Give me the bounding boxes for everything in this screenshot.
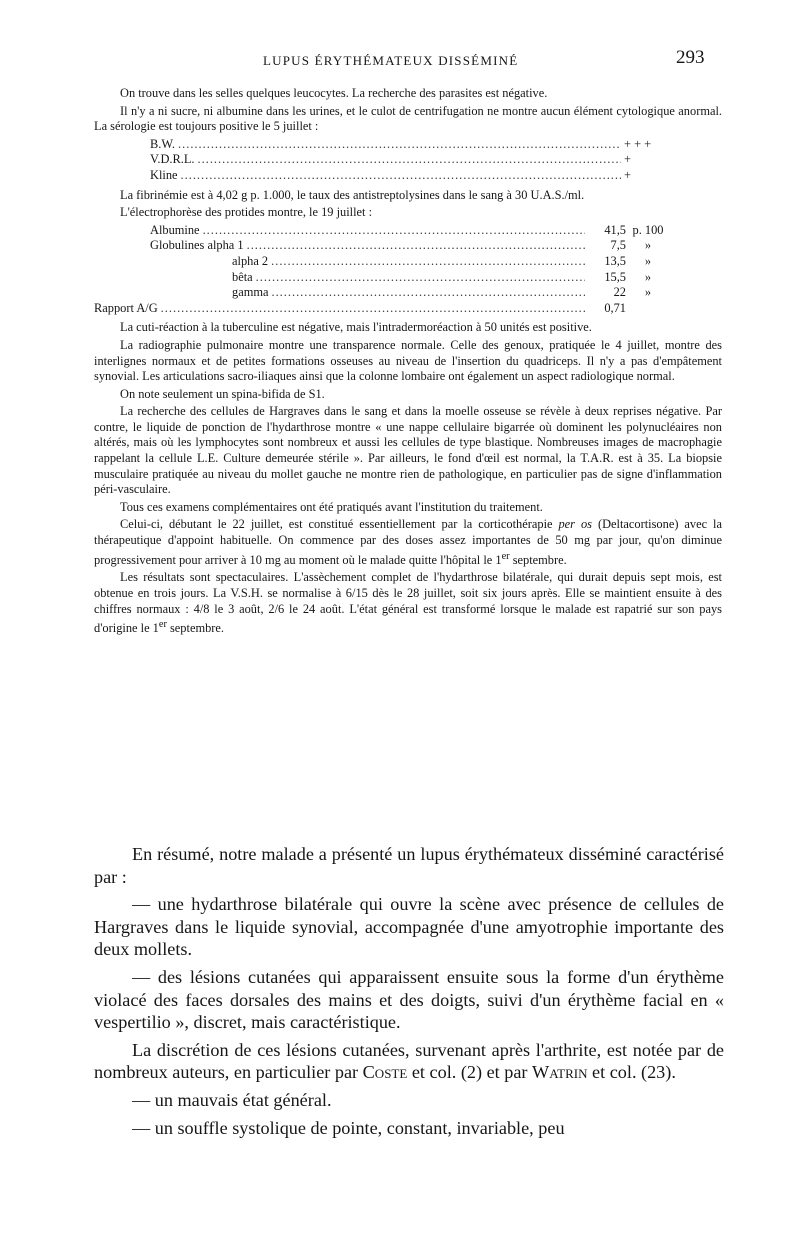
electrophoresis-unit: » xyxy=(644,285,652,300)
paragraph-electrophoresis-intro: L'électrophorèse des protides montre, le 19 juillet : xyxy=(120,205,373,220)
electrophoresis-label: Globulines alpha 1 xyxy=(150,238,244,253)
electrophoresis-value: 0,71 xyxy=(604,300,626,315)
electrophoresis-table xyxy=(94,222,722,317)
electrophoresis-unit: p. 100 xyxy=(632,222,664,237)
observation-text xyxy=(94,86,722,639)
summary-text xyxy=(94,843,724,1144)
leader-dots xyxy=(198,152,621,168)
serology-row xyxy=(150,152,690,168)
electrophoresis-row xyxy=(94,301,674,317)
electrophoresis-label: Rapport A/G xyxy=(94,300,158,315)
paragraph-cutaneous-lesions: — des lésions cutanées qui apparaissent ensuite sous la forme d'un érythème violacé des faces dorsales des mains et des doigts, suivi d'un érythème facial en « vespertilio », discret, mais caractéristique. xyxy=(94,966,724,1033)
author-name: Watrin xyxy=(532,1062,588,1083)
electrophoresis-row xyxy=(150,254,674,270)
paragraph-hargraves: La recherche des cellules de Hargraves dans le sang et dans la moelle osseuse se révèle à deux reprises négative. Par contre, le liquide de ponction de l'hydarthrose montre « une nappe cellulaire bigarrée où dominent les polynucléaires non altérés, mais où les lymphocytes sont nombreux et aussi les cellules de type blastique. Nombreuses images de macrophagie rappelant la cellule L.E. Culture demeurée stérile ». Par ailleurs, le fond d'œil est normal, la T.A.R. est à 35. La biopsie musculaire pratiquée au niveau du mollet gauche ne montre rien de pathologique, en particulier pas de signe d'inflammation péri-vasculaire. xyxy=(94,404,722,497)
leader-dots xyxy=(203,223,585,239)
paragraph-results: Les résultats sont spectaculaires. L'assèchement complet de l'hydarthrose bilatérale, qui durait depuis sept mois, est obtenue en trois jours. La V.S.H. se normalise à 6/15 dès le 28 juillet, soit six jours après. Elle se maintient ensuite à des chiffres normaux : 4/8 le 3 août, 2/6 le 24 août. L'état général est transformé lorsque le malade est rapatrié sur son pays d'origine le 1er septembre. xyxy=(94,570,722,636)
leader-dots xyxy=(271,254,585,270)
electrophoresis-unit: » xyxy=(644,238,652,253)
serology-label: Kline xyxy=(150,167,178,182)
electrophoresis-row xyxy=(150,223,674,239)
electrophoresis-value: 22 xyxy=(613,285,626,300)
electrophoresis-label: gamma xyxy=(232,285,269,300)
electrophoresis-value: 41,5 xyxy=(604,222,626,237)
leader-dots xyxy=(247,238,585,254)
electrophoresis-value: 15,5 xyxy=(604,269,626,284)
author-name: Coste xyxy=(362,1062,408,1083)
paragraph-discretion: La discrétion de ces lésions cutanées, survenant après l'arthrite, est notée par de nombreux auteurs, en particulier par Coste et col. (2) et par Watrin et col. (23). xyxy=(94,1039,724,1083)
serology-row xyxy=(150,168,690,184)
italic-text: per os xyxy=(558,517,592,532)
serology-label: V.D.R.L. xyxy=(150,152,195,167)
electrophoresis-label: alpha 2 xyxy=(232,253,269,268)
serology-value: + xyxy=(624,167,631,182)
serology-label: B.W. xyxy=(150,136,176,151)
serology-value: + + + xyxy=(624,136,652,151)
paragraph-general-state: — un mauvais état général. xyxy=(132,1089,332,1110)
paragraph-radiography: La radiographie pulmonaire montre une transparence normale. Celle des genoux, pratiquée le 4 juillet, montre des interlignes normaux et de petites formations osseuses au niveau de l'insertion du quadriceps. Il n'y a pas d'empâtement synovial. Les articulations sacro-iliaques ainsi que la colonne lombaire ont également un aspect radiologique normal. xyxy=(94,337,722,384)
superscript: er xyxy=(501,550,510,562)
electrophoresis-value: 13,5 xyxy=(604,253,626,268)
paragraph-spina-bifida: On note seulement un spina-bifida de S1. xyxy=(120,386,325,401)
paragraph-urine-serology: Il n'y a ni sucre, ni albumine dans les urines, et le culot de centrifugation ne montre aucun élément cytologique anormal. La sérologie est toujours positive le 5 juillet : xyxy=(94,103,722,134)
serology-value: + xyxy=(624,152,631,167)
paragraph-fibrinemia: La fibrinémie est à 4,02 g p. 1.000, le taux des antistreptolysines dans le sang à 30 U.A.S./ml. xyxy=(120,187,585,202)
running-title: LUPUS ÉRYTHÉMATEUX DISSÉMINÉ xyxy=(263,53,519,68)
leader-dots xyxy=(256,270,585,286)
electrophoresis-row xyxy=(150,270,674,286)
page-header xyxy=(0,49,800,73)
electrophoresis-value: 7,5 xyxy=(610,238,626,253)
leader-dots xyxy=(271,285,585,301)
serology-row xyxy=(150,137,690,153)
electrophoresis-label: Albumine xyxy=(150,222,200,237)
electrophoresis-row xyxy=(150,285,674,301)
electrophoresis-unit: » xyxy=(644,269,652,284)
paragraph-summary: En résumé, notre malade a présenté un lupus érythémateux disséminé caractérisé par : xyxy=(94,844,724,887)
paragraph-stools: On trouve dans les selles quelques leucocytes. La recherche des parasites est négative. xyxy=(120,86,548,100)
paragraph-cuti-reaction: La cuti-réaction à la tuberculine est négative, mais l'intradermoréaction à 50 unités est positive. xyxy=(120,320,592,335)
serology-table xyxy=(150,137,722,184)
electrophoresis-label: bêta xyxy=(232,269,253,284)
paragraph-systolic-murmur: — un souffle systolique de pointe, constant, invariable, peu xyxy=(132,1117,565,1138)
leader-dots xyxy=(181,168,621,184)
paragraph-treatment: Celui-ci, débutant le 22 juillet, est constitué essentiellement par la corticothérapie per os (Deltacortisone) avec la thérapeutique d'appoint habituelle. On commence par des doses assez importantes de 50 mg par jour, qu'on diminue progressivement pour arriver à 10 mg au moment où le malade quitte l'hôpital le 1er septembre. xyxy=(94,517,722,567)
paragraph-hydarthrosis: — une hydarthrose bilatérale qui ouvre la scène avec présence de cellules de Hargraves dans le liquide synovial, accompagnée d'une amyotrophie importante des deux mollets. xyxy=(94,894,724,960)
electrophoresis-row xyxy=(150,238,674,254)
page-number: 293 xyxy=(676,47,705,68)
paragraph-exams: Tous ces examens complémentaires ont été pratiqués avant l'institution du traitement. xyxy=(120,499,543,514)
electrophoresis-unit: » xyxy=(644,253,652,268)
superscript: er xyxy=(158,619,167,631)
leader-dots xyxy=(178,137,621,153)
leader-dots xyxy=(161,301,585,317)
